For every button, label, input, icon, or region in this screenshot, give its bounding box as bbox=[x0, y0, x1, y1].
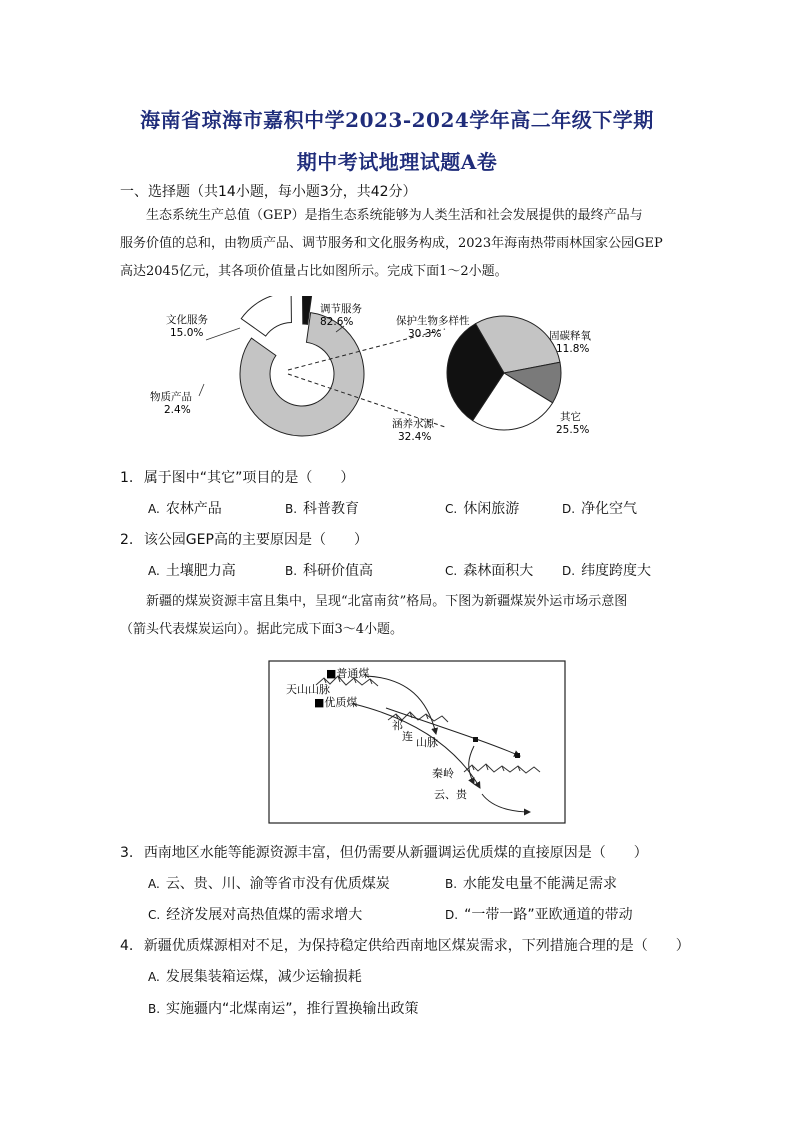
label-biodiversity: 保护生物多样性 bbox=[396, 315, 470, 327]
label-water-conservation: 涵养水源 bbox=[392, 418, 434, 430]
passage-1-line-3: 高达2045亿元，其各项价值量占比如图所示。完成下面1～2小题。 bbox=[120, 264, 508, 279]
q3-option-c[interactable]: C. 经济发展对高热值煤的需求增大 bbox=[148, 907, 363, 923]
label-qinling: 秦岭 bbox=[432, 767, 454, 780]
q2-option-a[interactable]: A. 土壤肥力高 bbox=[148, 563, 236, 579]
question-4-number: 4. bbox=[120, 938, 134, 954]
q4-option-b[interactable]: B. 实施疆内“北煤南运”，推行置换输出政策 bbox=[148, 1001, 419, 1017]
legend-quality-coal: ■优质煤 bbox=[314, 696, 358, 709]
passage-1 bbox=[120, 202, 680, 286]
page-title: 海南省琼海市嘉积中学2023-2024学年高二年级下学期 bbox=[140, 108, 654, 132]
coal-mark-1 bbox=[473, 737, 478, 742]
q2-option-b[interactable]: B. 科研价值高 bbox=[285, 563, 374, 579]
passage-2-line-2: （箭头代表煤炭运向）。据此完成下面3～4小题。 bbox=[120, 622, 404, 637]
ecosystem-regulation-pie-chart bbox=[447, 316, 561, 430]
page-subtitle: 期中考试地理试题A卷 bbox=[296, 150, 498, 174]
question-2 bbox=[120, 529, 368, 549]
question-1-number: 1. bbox=[120, 470, 134, 486]
question-2-number: 2. bbox=[120, 532, 134, 548]
q3-option-b[interactable]: B. 水能发电量不能满足需求 bbox=[445, 876, 618, 892]
question-4 bbox=[120, 935, 690, 955]
coal-mark-2 bbox=[515, 753, 520, 758]
label-qilian-2: 连 bbox=[402, 730, 413, 743]
label-regulation-service: 调节服务 bbox=[320, 303, 362, 315]
value-cultural-service: 15.0% bbox=[170, 327, 204, 339]
value-others: 25.5% bbox=[556, 424, 590, 436]
q1-option-d[interactable]: D. 净化空气 bbox=[562, 501, 638, 517]
label-cultural-service: 文化服务 bbox=[166, 314, 208, 326]
label-tianshan: 天山山脉 bbox=[286, 683, 330, 696]
question-4-stem: 新疆优质煤源相对不足，为保持稳定供给西南地区煤炭需求，下列措施合理的是（ ） bbox=[143, 938, 690, 954]
question-3 bbox=[120, 842, 648, 862]
q4-option-a[interactable]: A. 发展集装箱运煤，减少运输损耗 bbox=[148, 969, 362, 985]
label-material-product: 物质产品 bbox=[150, 391, 192, 403]
question-2-stem: 该公园GEP高的主要原因是（ ） bbox=[143, 532, 368, 548]
q1-option-b[interactable]: B. 科普教育 bbox=[285, 501, 360, 517]
q1-option-c[interactable]: C. 休闲旅游 bbox=[445, 501, 520, 517]
passage-2 bbox=[120, 588, 680, 644]
q3-option-a[interactable]: A. 云、贵、川、渝等省市没有优质煤炭 bbox=[148, 876, 390, 892]
value-material-product: 2.4% bbox=[164, 404, 191, 416]
slice-1 bbox=[241, 296, 291, 336]
passage-1-line-2: 服务价值的总和，由物质产品、调节服务和文化服务构成，2023年海南热带雨林国家公园GEP bbox=[120, 236, 663, 251]
q2-option-c[interactable]: C. 森林面积大 bbox=[445, 563, 534, 579]
leader-cultural bbox=[206, 328, 240, 340]
label-others: 其它 bbox=[560, 411, 581, 423]
label-carbon-oxygen: 固碳释氧 bbox=[549, 330, 591, 342]
gep-pie-charts bbox=[140, 296, 620, 458]
xinjiang-coal-map bbox=[268, 660, 566, 824]
value-regulation-service: 82.6% bbox=[320, 316, 354, 328]
label-qilian-3: 山脉 bbox=[416, 736, 438, 749]
legend-common-coal: ■普通煤 bbox=[326, 667, 370, 680]
label-yungui: 云、贵 bbox=[434, 788, 467, 801]
value-biodiversity: 30.3% bbox=[408, 328, 442, 340]
passage-2-line-1: 新疆的煤炭资源丰富且集中，呈现“北富南贫”格局。下图为新疆煤炭外运市场示意图 bbox=[146, 594, 628, 609]
q3-option-d[interactable]: D. “一带一路”亚欧通道的带动 bbox=[445, 907, 633, 923]
question-1-stem: 属于图中“其它”项目的是（ ） bbox=[143, 470, 355, 486]
value-water-conservation: 32.4% bbox=[398, 431, 432, 443]
question-1 bbox=[120, 467, 354, 487]
passage-1-line-1: 生态系统生产总值（GEP）是指生态系统能够为人类生活和社会发展提供的最终产品与 bbox=[146, 208, 643, 223]
q1-option-a[interactable]: A. 农林产品 bbox=[148, 501, 222, 517]
question-3-number: 3. bbox=[120, 845, 134, 861]
q2-option-d[interactable]: D. 纬度跨度大 bbox=[562, 563, 652, 579]
question-3-stem: 西南地区水能等能源资源丰富，但仍需要从新疆调运优质煤的直接原因是（ ） bbox=[143, 845, 648, 861]
section-heading: 一、选择题（共14小题，每小题3分，共42分） bbox=[120, 184, 417, 200]
value-carbon-oxygen: 11.8% bbox=[556, 343, 590, 355]
label-qilian-1: 祁 bbox=[392, 719, 403, 732]
leader-material bbox=[199, 384, 204, 396]
